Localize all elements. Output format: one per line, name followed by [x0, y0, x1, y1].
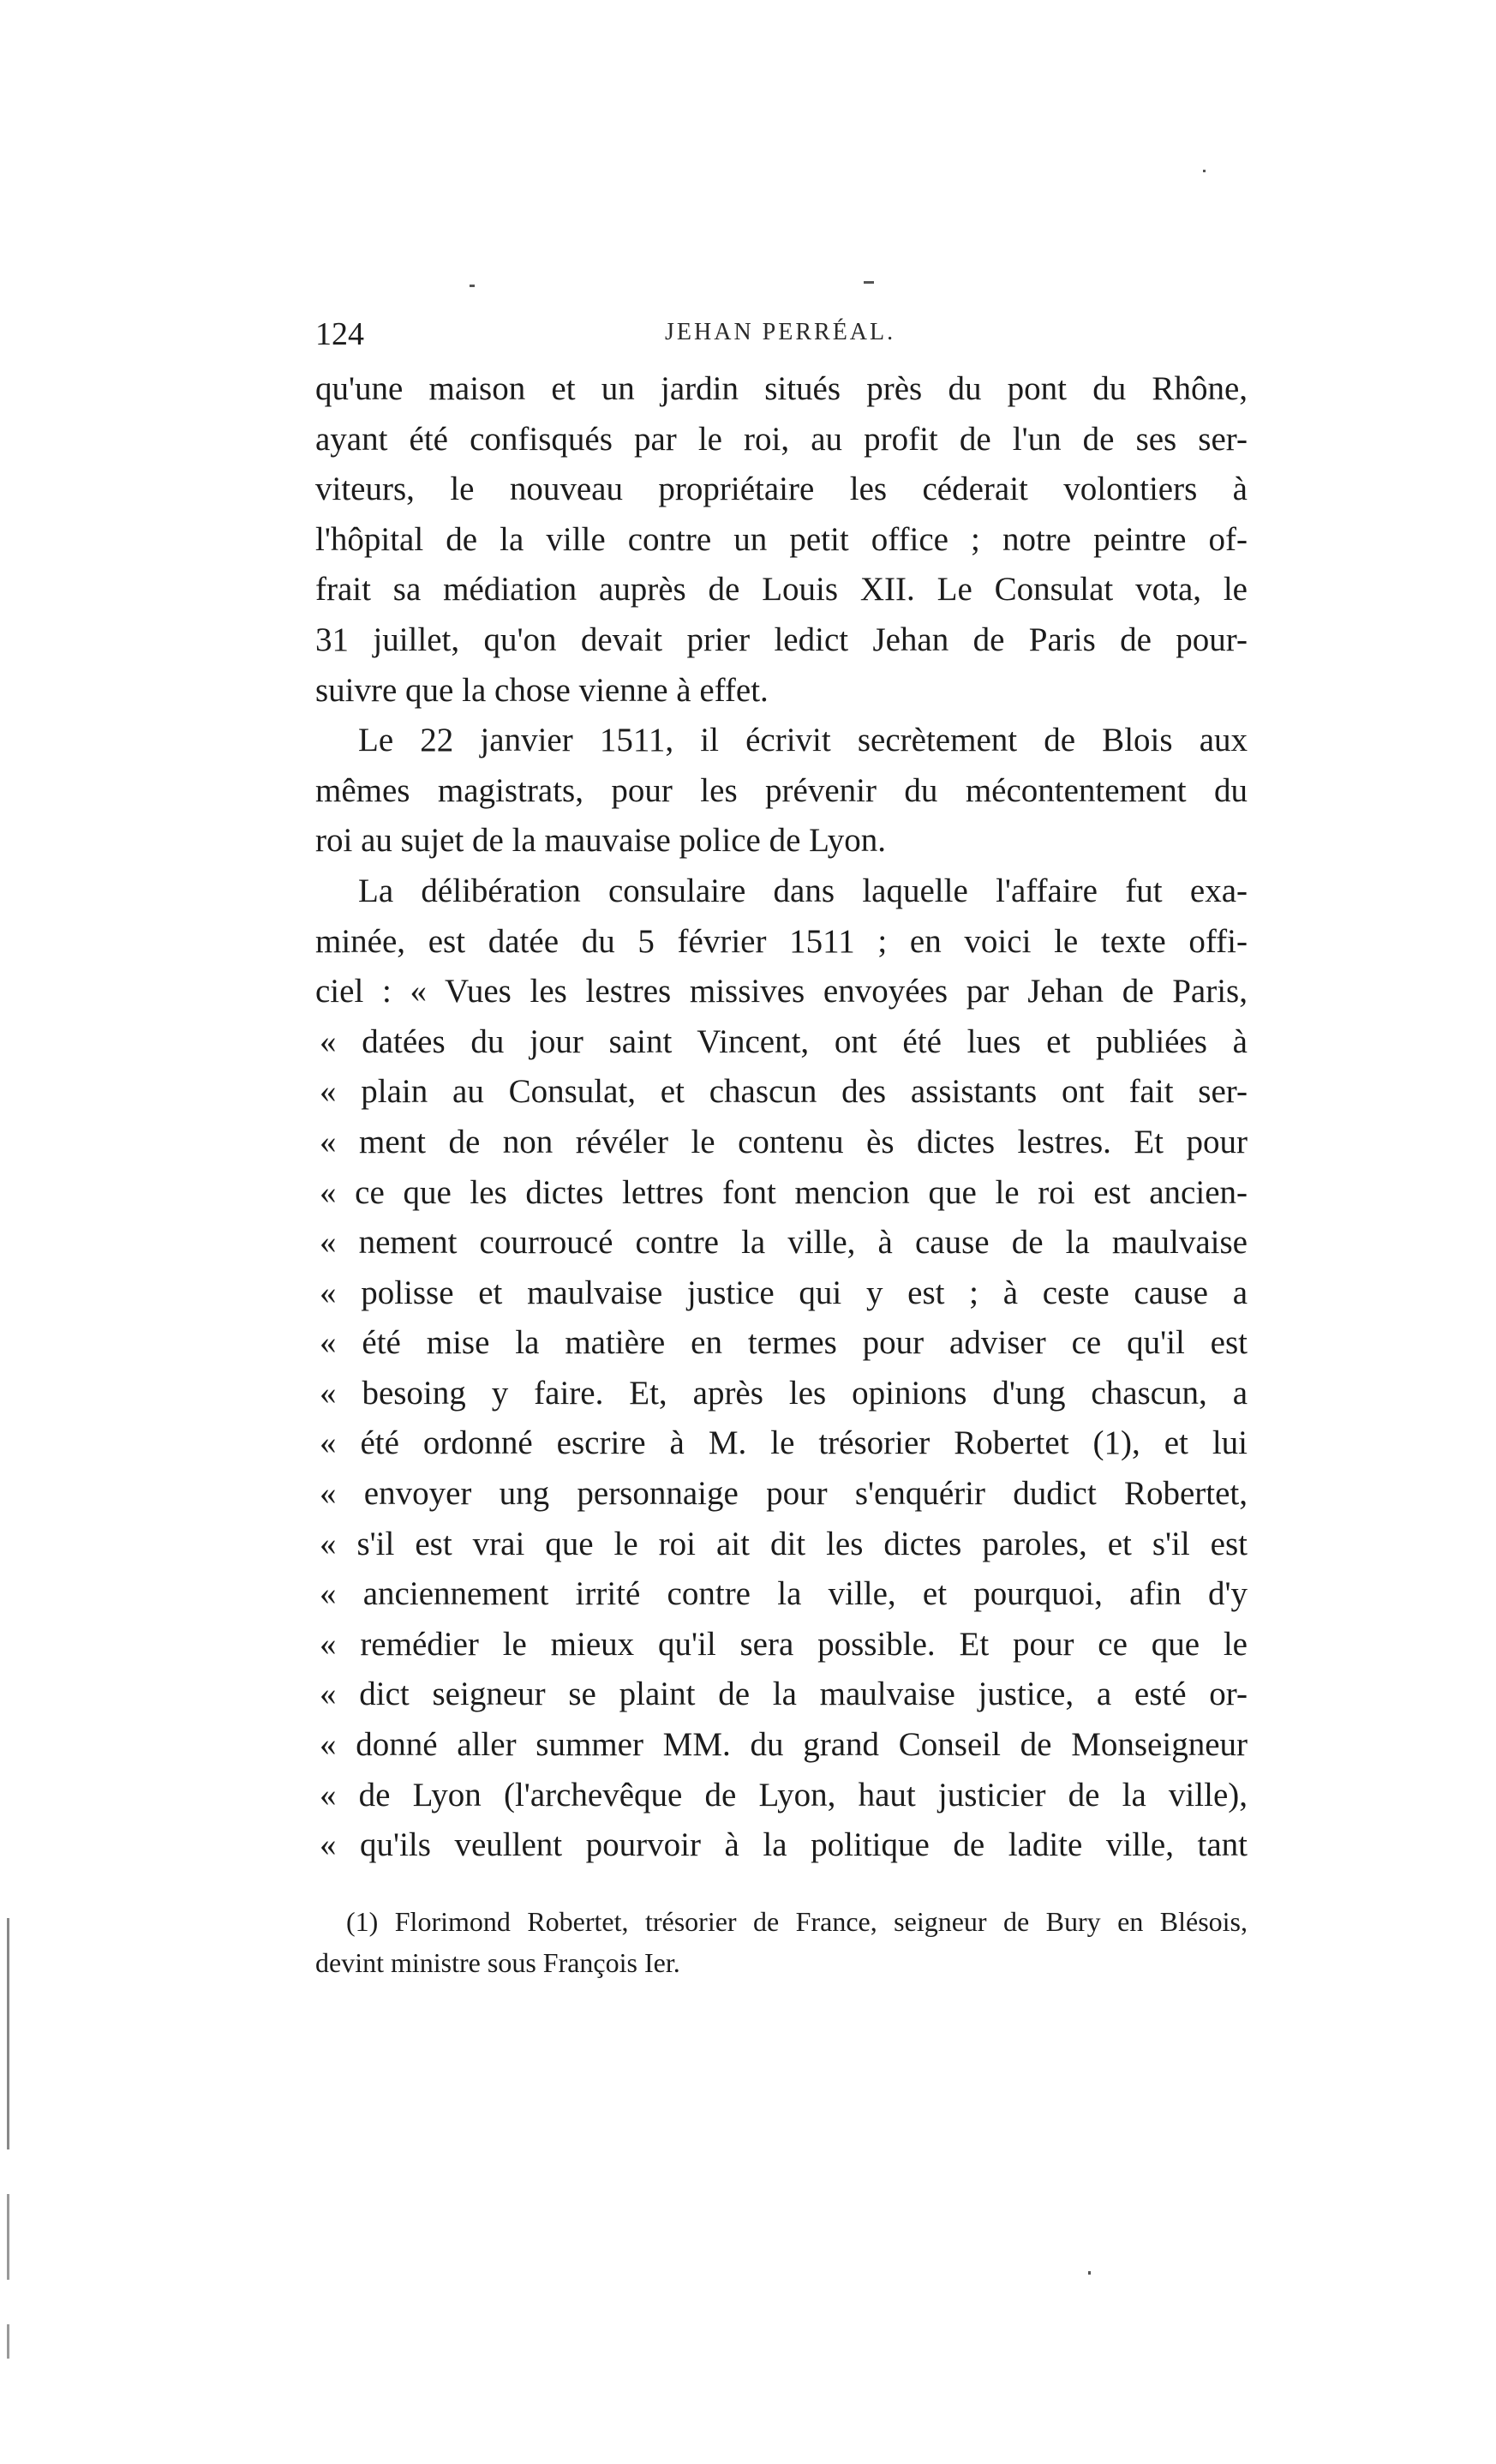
text-line: minée, est datée du 5 février 1511 ; en voici le texte offi- [315, 922, 1248, 960]
quote-line: « ce que les dictes lettres font mencion que le roi est ancien- [320, 1173, 1248, 1211]
text-line: l'hôpital de la ville contre un petit office ; notre peintre of- [315, 520, 1248, 558]
text-line: mêmes magistrats, pour les prévenir du mécontentement du [315, 771, 1248, 809]
quote-line: « s'il est vrai que le roi ait dit les dictes paroles, et s'il est [320, 1525, 1248, 1562]
quote-line: « été mise la matière en termes pour adviser ce qu'il est [320, 1324, 1248, 1362]
scan-edge-mark [7, 2324, 9, 2359]
quote-line: « dict seigneur se plaint de la maulvaise justice, a esté or- [320, 1676, 1248, 1713]
quote-line: « envoyer ung personnaige pour s'enquérir dudict Robertet, [320, 1475, 1248, 1513]
scan-edge-mark [7, 2194, 9, 2280]
running-title: JEHAN PERRÉAL. [665, 319, 896, 345]
quote-line: « nement courroucé contre la ville, à cause de la maulvaise [320, 1224, 1248, 1262]
page-number: 124 [315, 316, 364, 352]
footnote-line: (1) Florimond Robertet, trésorier de France, seigneur de Bury en Blésois, [346, 1906, 1248, 1937]
text-line: 31 juillet, qu'on devait prier ledict Jehan de Paris de pour- [315, 620, 1248, 658]
text-line: Le 22 janvier 1511, il écrivit secrètement de Blois aux [358, 722, 1248, 759]
text-line: roi au sujet de la mauvaise police de Lyon. [315, 822, 887, 860]
quote-line: « datées du jour saint Vincent, ont été lues et publiées à [320, 1022, 1248, 1060]
quote-line: « besoing y faire. Et, après les opinions d'ung chascun, a [320, 1374, 1248, 1412]
footnote-line: devint ministre sous François Ier. [315, 1947, 680, 1978]
text-line: viteurs, le nouveau propriétaire les céderait volontiers à [315, 471, 1248, 508]
scan-speck [1203, 170, 1206, 172]
text-line: La délibération consulaire dans laquelle l'affaire fut exa- [358, 872, 1248, 909]
quote-line: « qu'ils veullent pourvoir à la politique de ladite ville, tant [320, 1826, 1248, 1864]
text-line: ciel : « Vues les lestres missives envoyées par Jehan de Paris, [315, 973, 1248, 1010]
footnotes [315, 1901, 1248, 1983]
scan-speck [1088, 2271, 1091, 2275]
quote-line: « été ordonné escrire à M. le trésorier Robertet (1), et lui [320, 1424, 1248, 1462]
quote-line: « donné aller summer MM. du grand Conseil de Monseigneur [320, 1726, 1248, 1764]
page-header [315, 315, 1258, 358]
quote-line: « ment de non révéler le contenu ès dictes lestres. Et pour [320, 1123, 1248, 1160]
quote-line: « anciennement irrité contre la ville, et pourquoi, afin d'y [320, 1575, 1248, 1613]
quote-line: « polisse et maulvaise justice qui y est ; à ceste cause a [320, 1274, 1248, 1311]
body-text [315, 364, 1248, 1871]
scan-edge-mark [7, 1918, 9, 2149]
quote-line: « remédier le mieux qu'il sera possible. Et pour ce que le [320, 1625, 1248, 1663]
quote-line: « de Lyon (l'archevêque de Lyon, haut justicier de la ville), [320, 1776, 1248, 1814]
text-line: suivre que la chose vienne à effet. [315, 671, 769, 709]
text-line: qu'une maison et un jardin situés près du pont du Rhône, [315, 370, 1248, 407]
text-line: frait sa médiation auprès de Louis XII. Le Consulat vota, le [315, 571, 1248, 609]
scan-speck [864, 281, 874, 284]
text-line: ayant été confisqués par le roi, au profit de l'un de ses ser- [315, 420, 1248, 458]
scan-speck [470, 285, 475, 287]
quote-line: « plain au Consulat, et chascun des assistants ont fait ser- [320, 1073, 1248, 1111]
